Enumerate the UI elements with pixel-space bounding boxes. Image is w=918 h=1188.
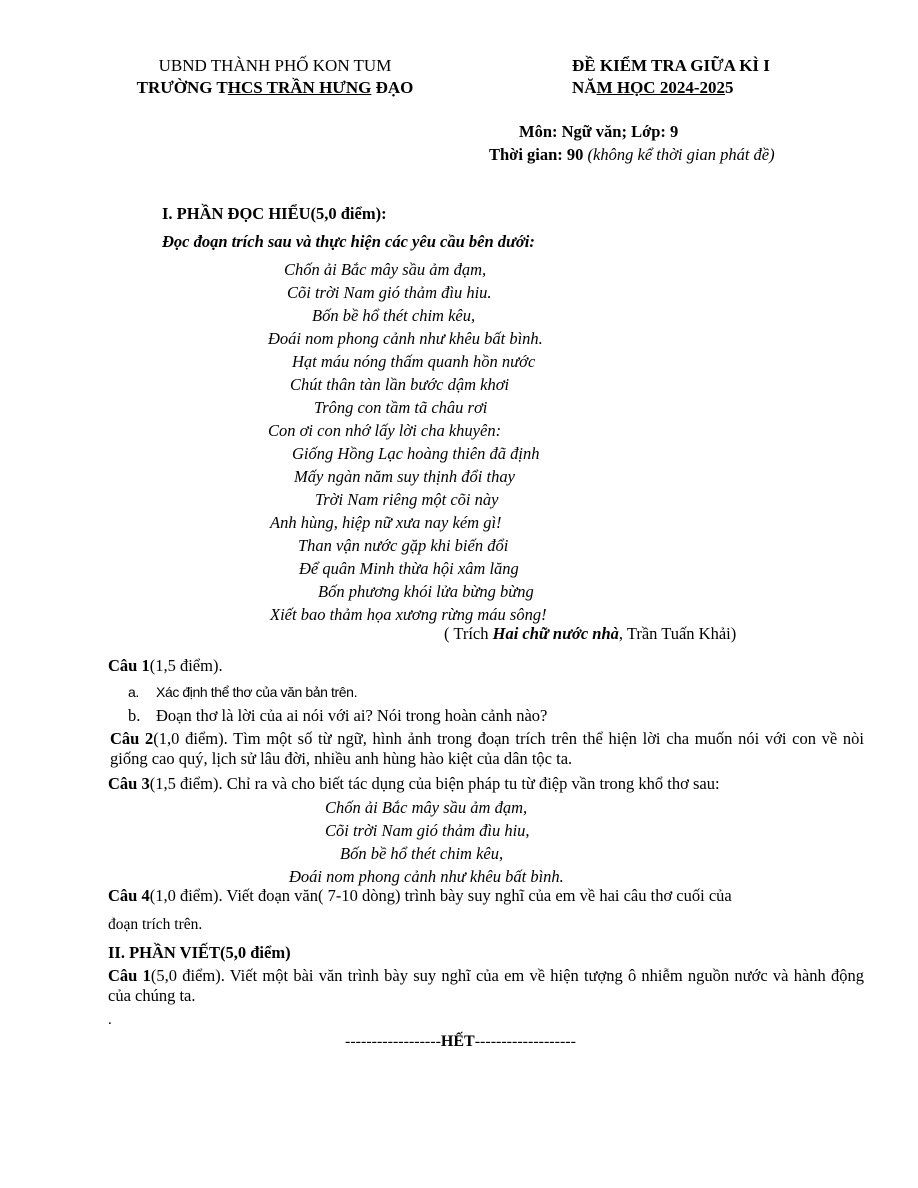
poem-line: Giống Hồng Lạc hoàng thiên đã định [292, 444, 540, 463]
school-year: NĂM HỌC 2024-2025 [572, 78, 734, 97]
poem-line: Chốn ải Bắc mây sầu ảm đạm, [284, 260, 487, 279]
question-1a: a. Xác định thể thơ của văn bản trên. [128, 684, 358, 700]
poem-line: Bốn bề hổ thét chim kêu, [312, 306, 476, 325]
poem-line: Bốn bề hổ thét chim kêu, [340, 844, 504, 863]
poem-line: Hạt máu nóng thấm quanh hồn nước [292, 352, 536, 371]
poem-line: Mấy ngàn năm suy thịnh đổi thay [294, 467, 515, 486]
question-4: Câu 4(1,0 điểm). Viết đoạn văn( 7-10 dòng) trình bày suy nghĩ của em về hai câu thơ cuối của [108, 886, 732, 905]
poem-line: Chốn ải Bắc mây sầu ảm đạm, [325, 798, 528, 817]
question-2: Câu 2(1,0 điểm). Tìm một số từ ngữ, hình ảnh trong đoạn trích trên thể hiện lời cha muốn nói với con về nòi giống cao quý, lịch sử lâu đời, nhiều anh hùng hào kiệt của dân tộc ta. [110, 729, 864, 768]
stray-dot: . [108, 1012, 112, 1028]
poem-line: Để quân Minh thừa hội xâm lăng [299, 559, 519, 578]
question-1: Câu 1(1,5 điểm). [108, 656, 223, 675]
section1-heading: I. PHẦN ĐỌC HIỂU(5,0 điểm): [162, 204, 387, 223]
question-1b: b. Đoạn thơ là lời của ai nói với ai? Nói trong hoàn cảnh nào? [128, 706, 548, 725]
section2-question-1: Câu 1(5,0 điểm). Viết một bài văn trình bày suy nghĩ của em về hiện tượng ô nhiễm nguồn nước và hành động của chúng ta. [108, 966, 865, 1005]
poem-line: Anh hùng, hiệp nữ xưa nay kém gì! [270, 513, 502, 532]
section2-heading: II. PHẦN VIẾT(5,0 điểm) [108, 943, 291, 962]
section1-instruction: Đọc đoạn trích sau và thực hiện các yêu cầu bên dưới: [162, 232, 535, 251]
time-line: Thời gian: 90 (không kể thời gian phát đề) [489, 145, 775, 164]
poem-line: Than vận nước gặp khi biến đổi [298, 536, 509, 555]
poem-line: Xiết bao thảm họa xương rừng máu sông! [270, 605, 547, 624]
poem-line: Cõi trời Nam gió thảm đìu hiu. [287, 283, 492, 302]
subject-line: Môn: Ngữ văn; Lớp: 9 [519, 122, 679, 141]
question-4-cont: đoạn trích trên. [108, 916, 203, 933]
poem-source: ( Trích Hai chữ nước nhà, Trần Tuấn Khải) [444, 624, 737, 643]
school-authority: UBND THÀNH PHỐ KON TUM [158, 56, 392, 75]
poem-line: Trời Nam riêng một cõi này [315, 490, 499, 509]
poem-line: Chút thân tàn lần bước dậm khơi [290, 375, 510, 394]
school-name: TRƯỜNG THCS TRẦN HƯNG ĐẠO [136, 78, 414, 97]
poem-line: Đoái nom phong cảnh như khêu bất bình. [289, 867, 564, 886]
exam-title: ĐỀ KIỂM TRA GIỮA KÌ I [572, 56, 770, 75]
end-marker: ------------------HẾT------------------- [345, 1033, 576, 1050]
poem-line: Đoái nom phong cảnh như khêu bất bình. [268, 329, 543, 348]
poem-line: Trông con tầm tã châu rơi [314, 398, 488, 417]
poem-line: Bốn phương khói lửa bừng bừng [318, 582, 534, 601]
question-3: Câu 3(1,5 điểm). Chỉ ra và cho biết tác dụng của biện pháp tu từ điệp vần trong khổ thơ sau: [108, 774, 720, 793]
poem-line: Cõi trời Nam gió thảm đìu hiu, [325, 821, 530, 840]
poem-line: Con ơi con nhớ lấy lời cha khuyên: [268, 421, 502, 440]
